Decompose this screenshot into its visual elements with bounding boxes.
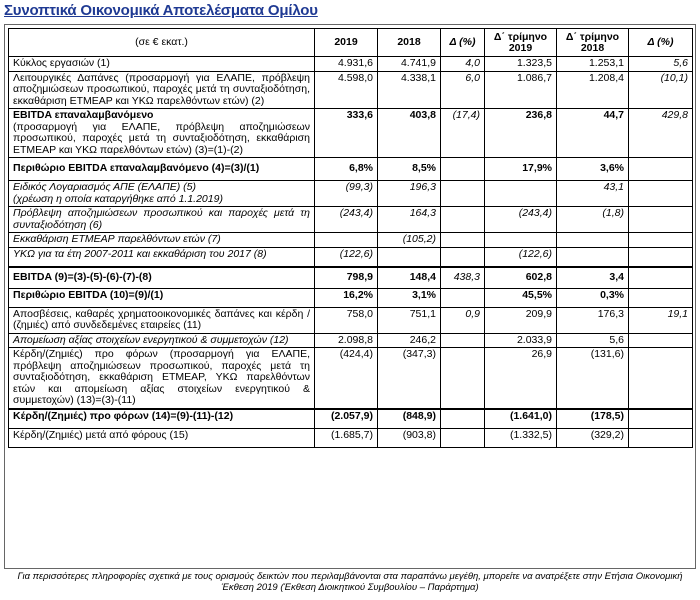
row-label: Πρόβλεψη αποζημιώσεων προσωπικού και παροχές μετά τη συνταξιοδότηση (6) — [9, 207, 315, 233]
cell-delta — [441, 348, 485, 409]
cell-q4-2019: 1.323,5 — [485, 57, 557, 72]
cell-q4-2019: (122,6) — [485, 247, 557, 267]
cell-2019: 16,2% — [315, 288, 378, 307]
cell-2019: (99,3) — [315, 181, 378, 207]
cell-q4-2019: 1.086,7 — [485, 71, 557, 109]
page-title: Συνοπτικά Οικονομικά Αποτελέσματα Ομίλου — [4, 2, 318, 19]
table-row — [9, 307, 693, 333]
cell-q4-delta: 429,8 — [629, 109, 693, 158]
cell-q4-2019: 209,9 — [485, 307, 557, 333]
col-header-q4-delta: Δ (%) — [629, 29, 693, 57]
cell-2018: 8,5% — [378, 158, 441, 181]
cell-q4-2019 — [485, 181, 557, 207]
row-label-main: Ειδικός Λογαριασμός ΑΠΕ (ΕΛΑΠΕ) (5) — [13, 181, 196, 193]
cell-q4-2019 — [485, 233, 557, 248]
cell-q4-2018: 44,7 — [557, 109, 629, 158]
cell-2018: 3,1% — [378, 288, 441, 307]
cell-q4-delta — [629, 158, 693, 181]
cell-q4-2018: 176,3 — [557, 307, 629, 333]
cell-2018: (347,3) — [378, 348, 441, 409]
cell-q4-delta — [629, 428, 693, 447]
cell-delta: 6,0 — [441, 71, 485, 109]
cell-2019: 4.598,0 — [315, 71, 378, 109]
table-header-row — [9, 29, 693, 57]
cell-2019: 2.098,8 — [315, 333, 378, 348]
cell-delta — [441, 181, 485, 207]
cell-q4-2019: 45,5% — [485, 288, 557, 307]
footnote: Για περισσότερες πληροφορίες σχετικά με τους ορισμούς δεικτών που περιλαμβάνονται στα παραπάνω μεγέθη, μπορείτε να ανατρέξετε στην Ετήσια Οικονομική Έκθεση 2019 (Έκθεση Διοικητικού Συμβουλίου – Παράρτημα) — [17, 571, 683, 593]
cell-q4-delta — [629, 333, 693, 348]
cell-2019: (2.057,9) — [315, 409, 378, 429]
cell-delta — [441, 158, 485, 181]
financial-results-table — [8, 28, 693, 448]
col-header-delta: Δ (%) — [441, 29, 485, 57]
cell-q4-2018: (131,6) — [557, 348, 629, 409]
row-label: Περιθώριο EBITDA (10)=(9)/(1) — [9, 288, 315, 307]
table-row — [9, 181, 693, 207]
cell-2019: 4.931,6 — [315, 57, 378, 72]
row-label-note: (προσαρμογή για ΕΛΑΠΕ, πρόβλεψη αποζημιώσεων προσωπικού, παροχές μετά τη συνταξιοδότηση, εκκαθάριση ΕΤΜΕΑΡ και ΥΚΩ παρελθόντων ετών) (3)=(1)-(2) — [13, 120, 310, 156]
cell-2019: (122,6) — [315, 247, 378, 267]
row-label-main: ΕΒΙΤDA επαναλαμβανόμενο — [13, 109, 154, 121]
table-row — [9, 409, 693, 429]
cell-2019: 6,8% — [315, 158, 378, 181]
cell-q4-delta: 5,6 — [629, 57, 693, 72]
cell-q4-2018: 43,1 — [557, 181, 629, 207]
cell-q4-2019: 17,9% — [485, 158, 557, 181]
cell-q4-delta: (10,1) — [629, 71, 693, 109]
cell-2019: (424,4) — [315, 348, 378, 409]
row-label: Απομείωση αξίας στοιχείων ενεργητικού & συμμετοχών (12) — [9, 333, 315, 348]
cell-q4-delta — [629, 288, 693, 307]
cell-delta — [441, 247, 485, 267]
cell-2019: 758,0 — [315, 307, 378, 333]
row-label: Κέρδη/(Ζημιές) προ φόρων (προσαρμογή για ΕΛΑΠΕ, πρόβλεψη αποζημιώσεων προσωπικού, παροχές μετά τη συνταξιοδότηση, εκκαθάριση ΕΤΜΕΑΡ, ΥΚΩ παρελθόντων ετών και απομείωση αξίας στοιχείων ενεργητικού & συμμετοχών) (13)=(3)-(11) — [9, 348, 315, 409]
cell-q4-2019: 26,9 — [485, 348, 557, 409]
table-row — [9, 428, 693, 447]
cell-2019: 798,9 — [315, 267, 378, 289]
cell-delta — [441, 288, 485, 307]
cell-delta — [441, 233, 485, 248]
col-header-q4-2019: Δ΄ τρίμηνο 2019 — [485, 29, 557, 57]
table-row — [9, 288, 693, 307]
cell-2018: 196,3 — [378, 181, 441, 207]
cell-q4-2018: 1.208,4 — [557, 71, 629, 109]
cell-q4-2018: 0,3% — [557, 288, 629, 307]
cell-delta: 0,9 — [441, 307, 485, 333]
cell-q4-2018 — [557, 247, 629, 267]
cell-q4-delta — [629, 247, 693, 267]
table-row — [9, 109, 693, 158]
cell-q4-2019: (243,4) — [485, 207, 557, 233]
cell-q4-delta — [629, 267, 693, 289]
cell-q4-delta — [629, 181, 693, 207]
cell-q4-2019: 236,8 — [485, 109, 557, 158]
row-label: Εκκαθάριση ΕΤΜΕΑΡ παρελθόντων ετών (7) — [9, 233, 315, 248]
cell-q4-2018: 5,6 — [557, 333, 629, 348]
cell-q4-2018: (329,2) — [557, 428, 629, 447]
unit-header: (σε € εκατ.) — [9, 29, 315, 57]
cell-q4-2019: 2.033,9 — [485, 333, 557, 348]
cell-q4-2019: (1.332,5) — [485, 428, 557, 447]
cell-q4-2018: 3,6% — [557, 158, 629, 181]
cell-q4-2018 — [557, 233, 629, 248]
cell-delta — [441, 333, 485, 348]
row-label: Κέρδη/(Ζημιές) προ φόρων (14)=(9)-(11)-(12) — [9, 409, 315, 429]
cell-q4-2018: (178,5) — [557, 409, 629, 429]
cell-q4-2019: 602,8 — [485, 267, 557, 289]
table-row — [9, 57, 693, 72]
row-label — [9, 109, 315, 158]
table-row — [9, 267, 693, 289]
col-header-2019: 2019 — [315, 29, 378, 57]
row-label: Αποσβέσεις, καθαρές χρηματοοικονομικές δαπάνες και κέρδη / (ζημιές) από συνδεδεμένες εταιρείες (11) — [9, 307, 315, 333]
cell-2018 — [378, 247, 441, 267]
cell-delta — [441, 428, 485, 447]
table-row — [9, 71, 693, 109]
cell-2018: 164,3 — [378, 207, 441, 233]
cell-delta: 4,0 — [441, 57, 485, 72]
table-row — [9, 207, 693, 233]
cell-q4-2019: (1.641,0) — [485, 409, 557, 429]
cell-2018: 403,8 — [378, 109, 441, 158]
row-label: Λειτουργικές Δαπάνες (προσαρμογή για ΕΛΑΠΕ, πρόβλεψη αποζημιώσεων προσωπικού, παροχές μετά τη συνταξιοδότηση, εκκαθάριση ΕΤΜΕΑΡ και ΥΚΩ παρελθόντων ετών) (2) — [9, 71, 315, 109]
cell-delta: (17,4) — [441, 109, 485, 158]
cell-2018: (903,8) — [378, 428, 441, 447]
cell-delta: 438,3 — [441, 267, 485, 289]
col-header-q4-2018: Δ΄ τρίμηνο 2018 — [557, 29, 629, 57]
table-row — [9, 158, 693, 181]
cell-2019: 333,6 — [315, 109, 378, 158]
cell-q4-2018: (1,8) — [557, 207, 629, 233]
cell-q4-delta: 19,1 — [629, 307, 693, 333]
row-label: Κέρδη/(Ζημιές) μετά από φόρους (15) — [9, 428, 315, 447]
cell-q4-delta — [629, 409, 693, 429]
cell-2018: 4.338,1 — [378, 71, 441, 109]
cell-delta — [441, 207, 485, 233]
row-label: ΥΚΩ για τα έτη 2007-2011 και εκκαθάριση του 2017 (8) — [9, 247, 315, 267]
cell-2018: (848,9) — [378, 409, 441, 429]
row-label — [9, 181, 315, 207]
table-row — [9, 333, 693, 348]
cell-2019: (243,4) — [315, 207, 378, 233]
table-row — [9, 233, 693, 248]
cell-2018: (105,2) — [378, 233, 441, 248]
cell-q4-2018: 3,4 — [557, 267, 629, 289]
table-row — [9, 348, 693, 409]
cell-2018: 148,4 — [378, 267, 441, 289]
cell-2018: 4.741,9 — [378, 57, 441, 72]
row-label: Περιθώριο ΕΒΙΤDA επαναλαμβανόμενο (4)=(3)/(1) — [9, 158, 315, 181]
cell-2018: 751,1 — [378, 307, 441, 333]
cell-q4-delta — [629, 207, 693, 233]
cell-q4-2018: 1.253,1 — [557, 57, 629, 72]
cell-2018: 246,2 — [378, 333, 441, 348]
row-label-note: (χρέωση η οποία καταργήθηκε από 1.1.2019) — [13, 192, 223, 205]
row-label: EBITDA (9)=(3)-(5)-(6)-(7)-(8) — [9, 267, 315, 289]
row-label: Κύκλος εργασιών (1) — [9, 57, 315, 72]
cell-q4-delta — [629, 233, 693, 248]
col-header-2018: 2018 — [378, 29, 441, 57]
cell-q4-delta — [629, 348, 693, 409]
cell-delta — [441, 409, 485, 429]
table-row — [9, 247, 693, 267]
cell-2019 — [315, 233, 378, 248]
cell-2019: (1.685,7) — [315, 428, 378, 447]
